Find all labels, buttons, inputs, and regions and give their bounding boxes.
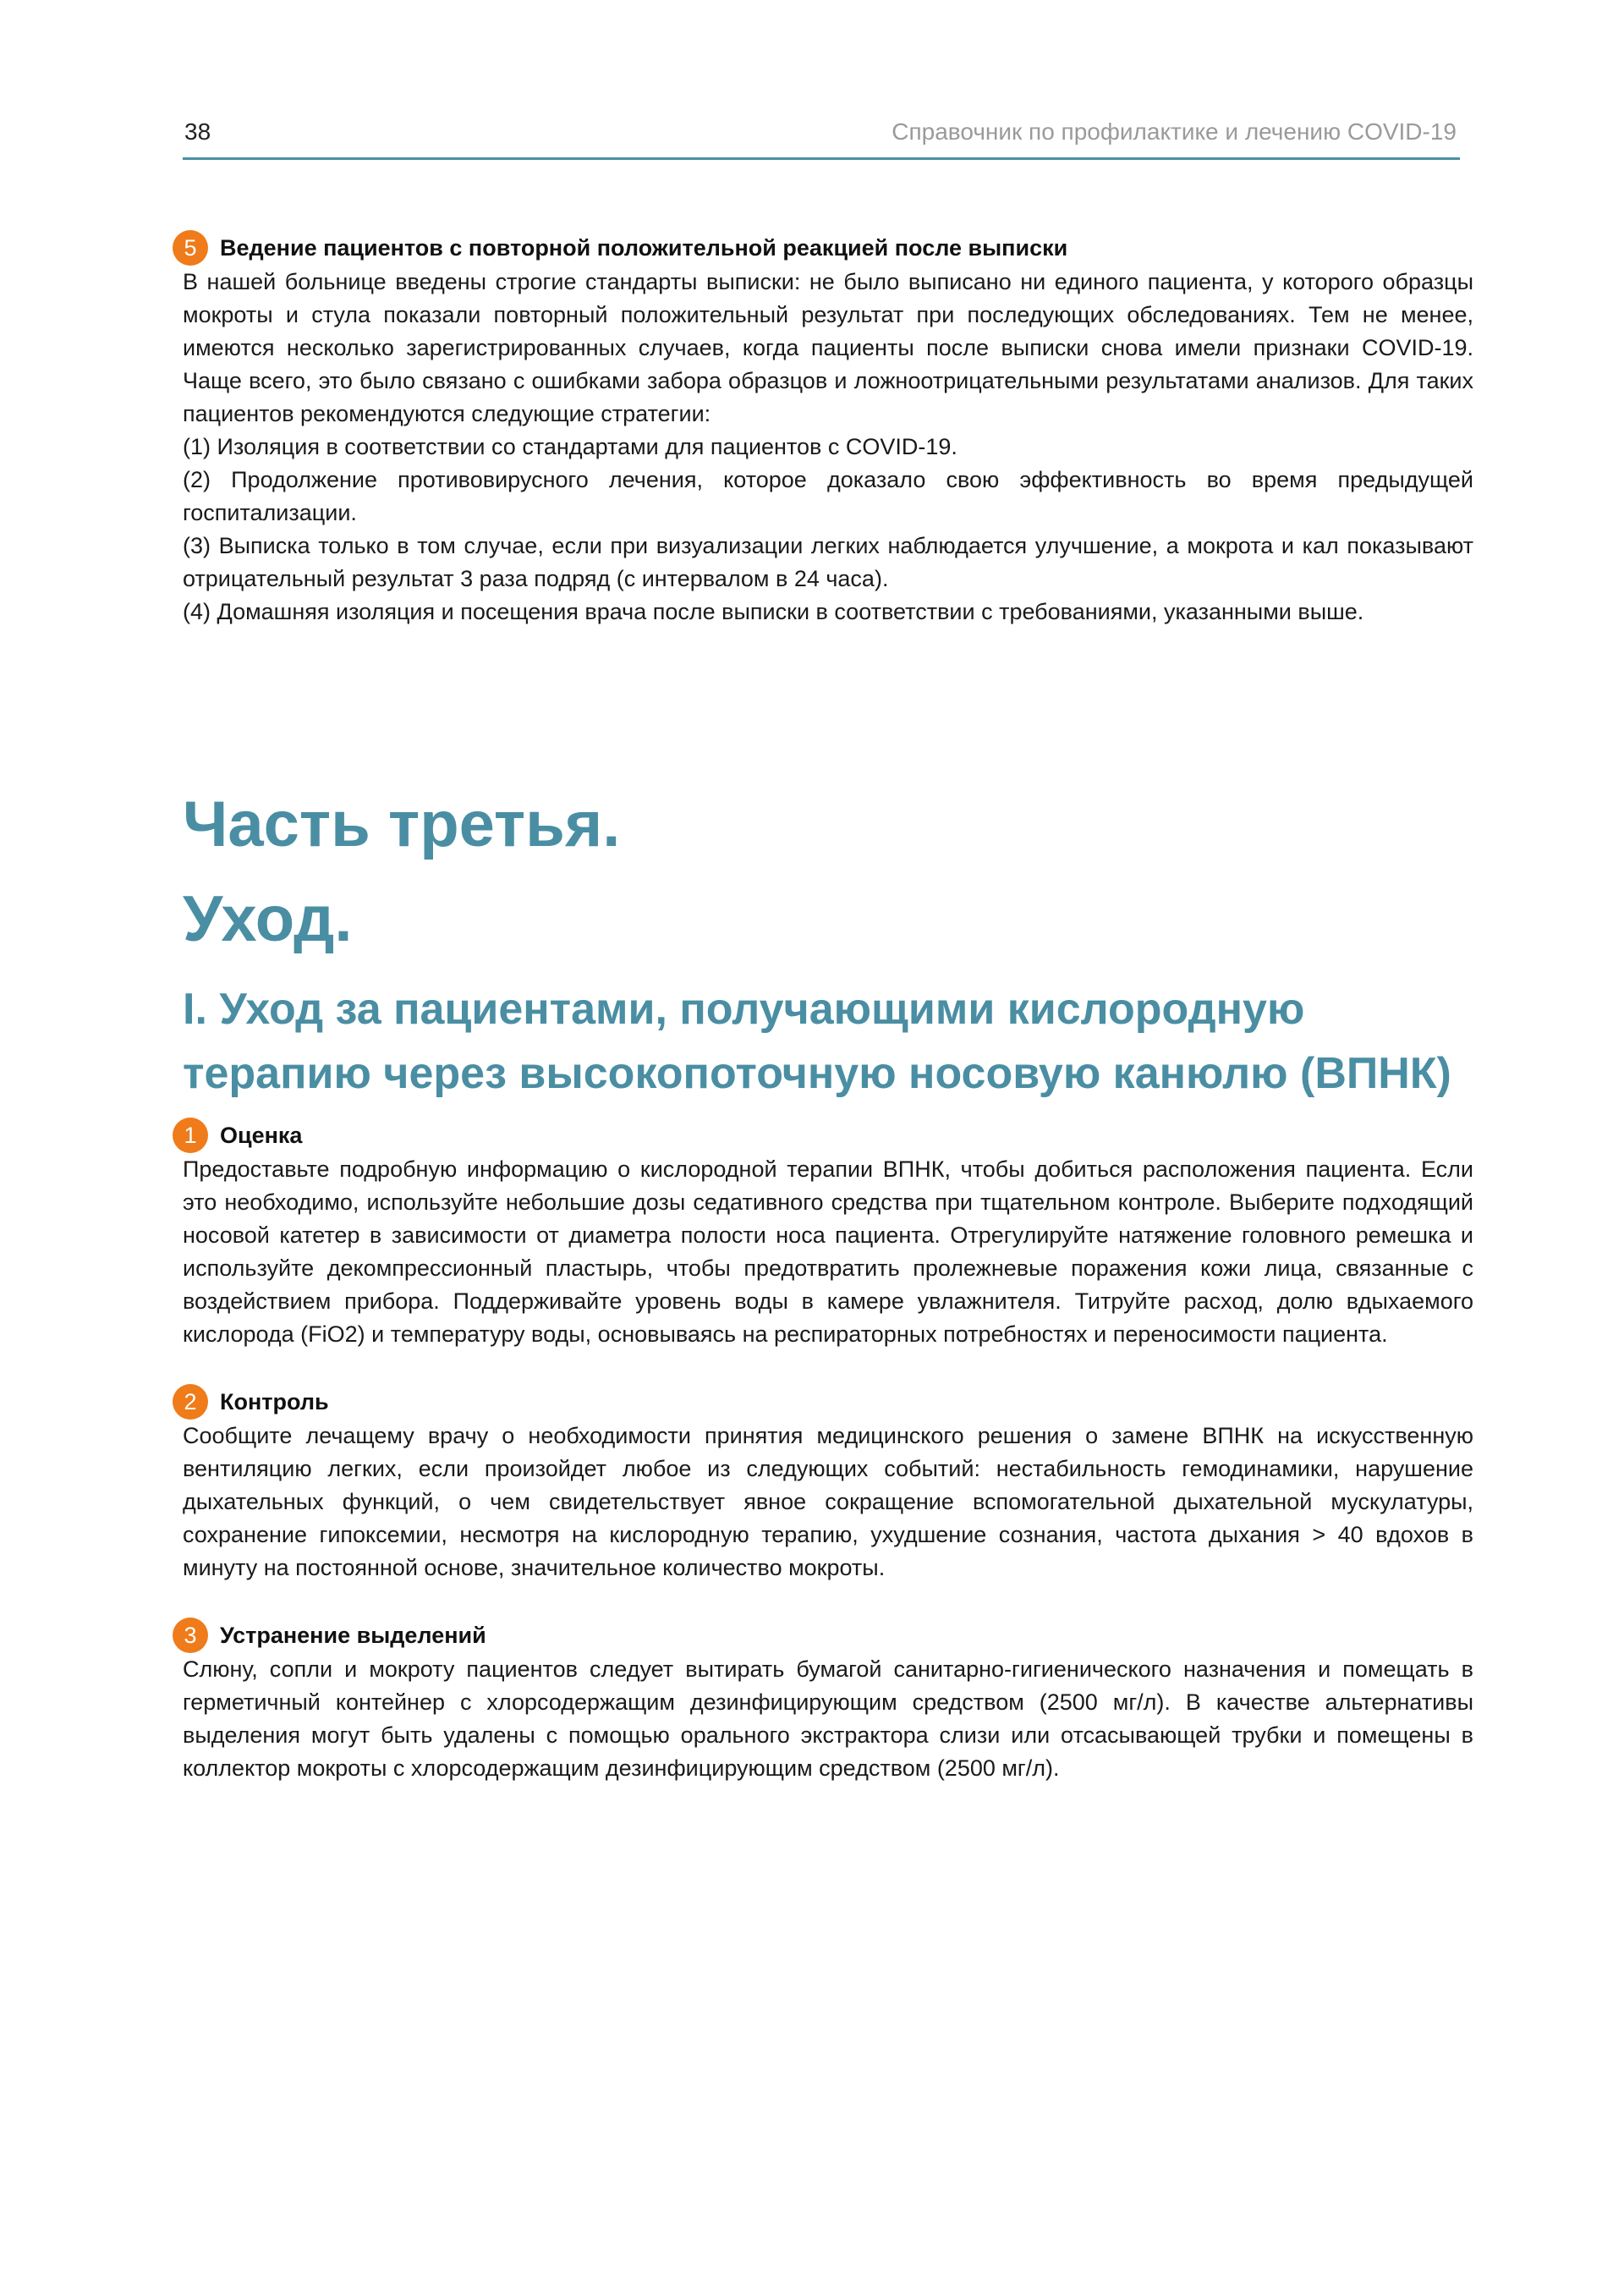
page-number: 38 [184, 118, 211, 145]
section-paragraph: В нашей больнице введены строгие стандарты выписки: не было выписано ни единого пациента, у которого образцы мокроты и стула показали повторный положительный результат при последующих обследованиях. Тем не менее, имеются несколько зарегистрированных случаев, когда пациенты после выписки снова имели признаки COVID-19. Чаще всего, это было связано с ошибками забора образцов и ложноотрицательными результатами анализов. Для таких пациентов рекомендуются следующие стратегии: [183, 269, 1473, 426]
chapter-title: I. Уход за пациентами, получающими кислородную терапию через высокопоточную носовую канюлю (ВПНК) [183, 985, 1451, 1098]
part-title-line-2: Уход. [183, 883, 353, 955]
section-title: Устранение выделений [220, 1622, 486, 1648]
strategy-item: (3) Выписка только в том случае, если при визуализации легких наблюдается улучшение, а мокрота и кал показывают отрицательный результат 3 раза подряд (с интервалом в 24 часа). [183, 533, 1473, 591]
section-paragraph: Предоставьте подробную информацию о кислородной терапии ВПНК, чтобы добиться расположения пациента. Если это необходимо, используйте небольшие дозы седативного средства при тщательном контроле. Выберите подходящий носовой катетер в зависимости от диаметра полости носа пациента. Отрегулируйте натяжение головного ремешка и используйте декомпрессионный пластырь, чтобы предотвратить пролежневые поражения кожи лица, связанные с воздействием прибора. Поддерживайте уровень воды в камере увлажнителя. Титруйте расход, долю вдыхаемого кислорода (FiO2) и температуру воды, основываясь на респираторных потребностях и переносимости пациента. [183, 1156, 1473, 1347]
section-title: Контроль [220, 1388, 329, 1414]
part-title [183, 777, 1473, 967]
section-1 [183, 1118, 1473, 1351]
header-rule [183, 157, 1460, 160]
section-number-badge: 2 [173, 1384, 208, 1420]
section-number-badge: 3 [173, 1618, 208, 1653]
section-number-badge: 1 [173, 1118, 208, 1153]
strategy-item: (2) Продолжение противовирусного лечения, которое доказало свою эффективность во время предыдущей госпитализации. [183, 467, 1473, 525]
strategy-item: (1) Изоляция в соответствии со стандартами для пациентов с COVID-19. [183, 434, 957, 459]
section-paragraph: Сообщите лечащему врачу о необходимости принятия медицинского решения о замене ВПНК на искусственную вентиляцию легких, если произойдет любое из следующих событий: нестабильность гемодинамики, нарушение дыхательных функций, о чем свидетельствует явное сокращение вспомогательной дыхательной мускулатуры, сохранение гипоксемии, несмотря на кислородную терапию, ухудшение сознания, частота дыхания > 40 вдохов в минуту на постоянной основе, значительное количество мокроты. [183, 1423, 1473, 1580]
section-5 [183, 230, 1473, 629]
section-3 [183, 1618, 1473, 1785]
section-2-heading [183, 1384, 1473, 1420]
section-title: Ведение пациентов с повторной положительной реакцией после выписки [220, 234, 1068, 261]
page-content [183, 230, 1473, 1785]
section-title: Оценка [220, 1122, 303, 1148]
section-2 [183, 1384, 1473, 1585]
section-5-heading [183, 230, 1473, 266]
section-1-heading [183, 1118, 1473, 1153]
section-number-badge: 5 [173, 230, 208, 266]
part-title-line-1: Часть третья. [183, 788, 621, 860]
section-paragraph: Слюну, сопли и мокроту пациентов следует вытирать бумагой санитарно-гигиенического назначения и помещать в герметичный контейнер с хлорсодержащим дезинфицирующим средством (2500 мг/л). В качестве альтернативы выделения могут быть удалены с помощью орального экстрактора слизи или отсасывающей трубки и помещены в коллектор мокроты с хлорсодержащим дезинфицирующим средством (2500 мг/л). [183, 1656, 1473, 1781]
section-3-heading [183, 1618, 1473, 1653]
strategy-item: (4) Домашняя изоляция и посещения врача после выписки в соответствии с требованиями, указанными выше. [183, 599, 1364, 624]
running-title: Справочник по профилактике и лечению COVID-19 [892, 118, 1457, 145]
